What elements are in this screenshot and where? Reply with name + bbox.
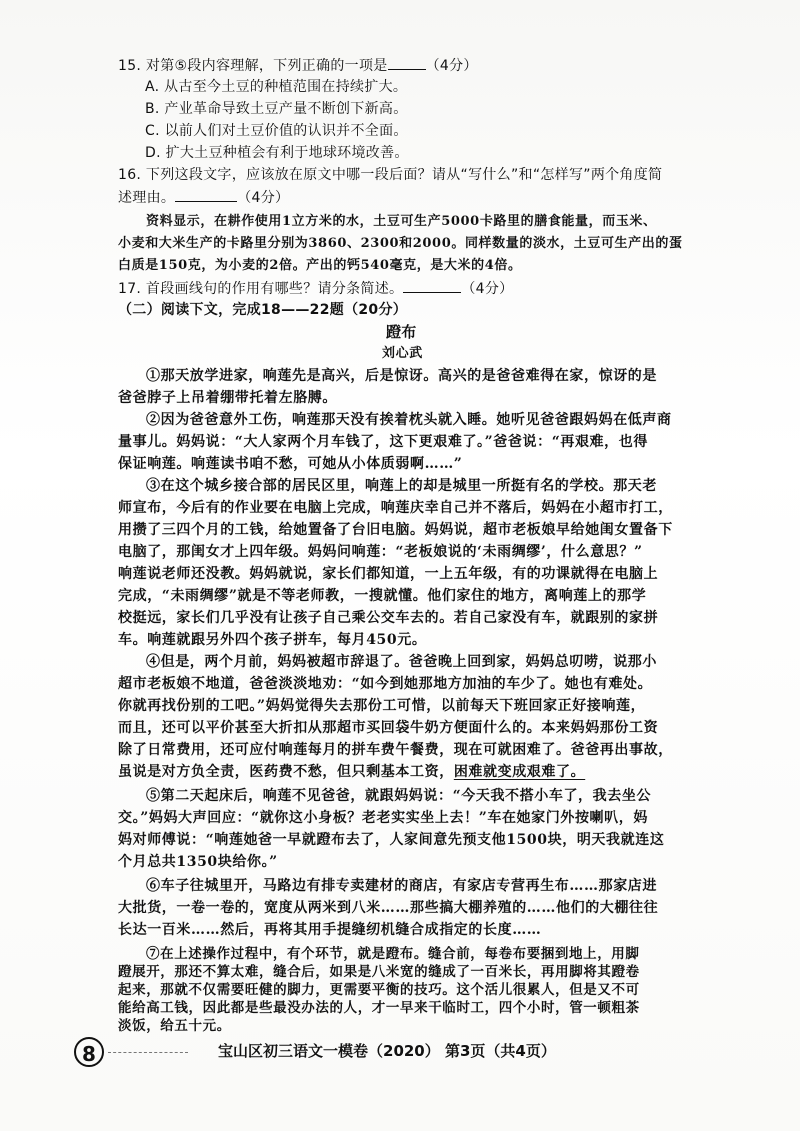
page-footer: 宝山区初三语文一模卷（2020） 第3页（共4页） [218,1042,556,1060]
q15-option-b: B. 产业革命导致土豆产量不断创下新高。 [145,101,408,117]
para-line-text: 虽说是对方负全责，医药费不愁，但只剩基本工资， [118,764,454,780]
section-heading: （二）阅读下文，完成18——22题（20分） [118,302,408,318]
material-line-2: 小麦和大米生产的卡路里分别为3860、2300和2000。同样数量的淡水，土豆可生产出的蛋 [118,236,683,251]
para-line: 交。”妈妈大声回应：“就你这小身板？老老实实坐上去！”车在她家门外按喇叭，妈 [118,810,648,826]
q16-stem-line1: 16. 下列这段文字，应该放在原文中哪一段后面？请从“写什么”和“怎样写”两个角度简 [118,167,663,183]
material-line-1: 资料显示，在耕作使用1立方米的水，土豆可生产5000卡路里的膳食能量，而玉米、 [146,214,657,229]
para-line: 除了日常费用，还可应付响莲每月的拼车费午餐费，现在可就困难了。爸爸再出事故， [118,742,673,758]
q15-option-d: D. 扩大土豆种植会有利于地球环境改善。 [145,145,409,161]
q15-score: （4分） [425,58,478,74]
para-line: 淡饭，给五十元。 [118,1018,231,1034]
para-line: 长达一百米……然后，再将其用手提缝纫机缝合成指定的长度…… [118,922,542,938]
para-line: 妈对师傅说：“响莲她爸一早就蹬布去了，人家间意先预支他1500块，明天我就连这 [118,832,665,848]
para-line: 起来，那就不仅需要旺健的脚力，更需要平衡的技巧。这个活儿很累人，但是又不可 [118,982,640,998]
material-line-3: 白质是150克，为小麦的2倍。产出的钙540毫克，是大米的4倍。 [118,258,522,273]
q17-stem-text: 17. 首段画线句的作用有哪些？请分条简述。 [118,281,404,297]
q15-option-c: C. 以前人们对土豆价值的认识并不全面。 [145,123,408,139]
para-line: 响莲说老师还没教。妈妈就说，家长们都知道，一上五年级，有的功课就得在电脑上 [118,566,659,582]
para-line: ③在这个城乡接合部的居民区里，响莲上的却是城里一所挺有名的学校。那天老 [146,478,657,494]
para-line: 蹬展开，那还不算太难，缝合后，如果是八米宽的缝成了一百米长，再用脚将其蹬卷 [118,964,640,980]
q16-answer-blank[interactable] [175,187,237,202]
para-line: ⑤第二天起床后，响莲不见爸爸，就跟妈妈说：“今天我不搭小车了，我去坐公 [146,788,652,804]
para-line: 大批货，一卷一卷的，宽度从两米到八米……那些搞大棚养殖的……他们的大棚往往 [118,900,659,916]
q15-stem [118,55,478,76]
para-line: ⑥车子往城里开，马路边有排专卖建材的商店，有家店专营再生布……那家店进 [146,878,657,894]
para-line: 量事儿。妈妈说：“大人家两个月车钱了，这下更艰难了。”爸爸说：“再艰难，也得 [118,434,648,450]
para-line: ①那天放学进家，响莲先是高兴，后是惊讶。高兴的是爸爸难得在家，惊讶的是 [146,368,657,384]
article-title: 蹬布 [386,323,417,341]
para-line: ②因为爸爸意外工伤，响莲那天没有挨着枕头就入睡。她听见爸爸跟妈妈在低声商 [146,412,672,428]
para-line: 电脑了，那闺女才上四年级。妈妈问响莲：“老板娘说的‘未雨绸缪’，什么意思？” [118,544,643,560]
para-line: 超市老板娘不地道，爸爸淡淡地劝：“如今到她那地方加油的车少了。她也有难处。 [118,676,653,692]
para-line: 你就再找份别的工吧。”妈妈觉得失去那份工可惜，以前每天下班回家正好接响莲， [118,698,646,714]
q17-score: （4分） [461,281,514,297]
para-line: 能给高工钱，因此都是些最没办法的人，才一早来干临时工，四个小时，管一顿粗茶 [118,1000,640,1016]
para-line: 而且，还可以平价甚至大折扣从那超市买回袋牛奶方便面什么的。本来妈妈那份工资 [118,720,659,736]
para-line: ④但是，两个月前，妈妈被超市辞退了。爸爸晚上回到家，妈妈总叨唠，说那小 [146,654,657,670]
para-line: 爸爸脖子上吊着绷带托着左胳膊。 [118,390,337,406]
q15-option-a: A. 从古至今土豆的种植范围在持续扩大。 [145,79,408,95]
q16-score: （4分） [237,190,290,206]
para-line: 车。响莲就跟另外四个孩子拼车，每月450元。 [118,632,427,648]
q17-stem [118,278,513,299]
para-line: 用攒了三四个月的工钱，给她置备了台旧电脑。妈妈说，超市老板娘早给她闺女置备下 [118,522,673,538]
page-number-circle: 8 [74,1037,104,1067]
para-line: 完成，“未雨绸缪”就是不等老师教，一搜就懂。他们家住的地方，离响莲上的那学 [118,588,647,604]
para-line-with-underline [118,762,585,782]
q15-stem-text: 15. 对第⑤段内容理解，下列正确的一项是 [118,58,388,74]
article-author: 刘心武 [382,346,423,361]
para-line: 师宣布，今后有的作业要在电脑上完成，响莲庆幸自己并不落后，妈妈在小超市打工， [118,500,673,516]
para-line: 校挺远，家长们几乎没有让孩子自己乘公交车去的。若自己家没有车，就跟别的家拼 [118,610,659,626]
para-line: 保证响莲。响莲读书咱不愁，可她从小体质弱啊……” [118,456,463,472]
q17-answer-blank[interactable] [403,278,461,293]
q15-answer-blank[interactable] [388,55,426,70]
q16-stem-line2 [118,187,289,208]
para-line: 个月总共1350块给你。” [118,854,278,870]
footer-divider [108,1052,188,1053]
q16-stem-line2-text: 述理由。 [118,190,176,206]
para-line: ⑦在上述操作过程中，有个环节，就是蹬布。缝合前，每卷布要捆到地上，用脚 [146,946,640,962]
underlined-sentence: 困难就变成艰难了。 [453,764,586,780]
